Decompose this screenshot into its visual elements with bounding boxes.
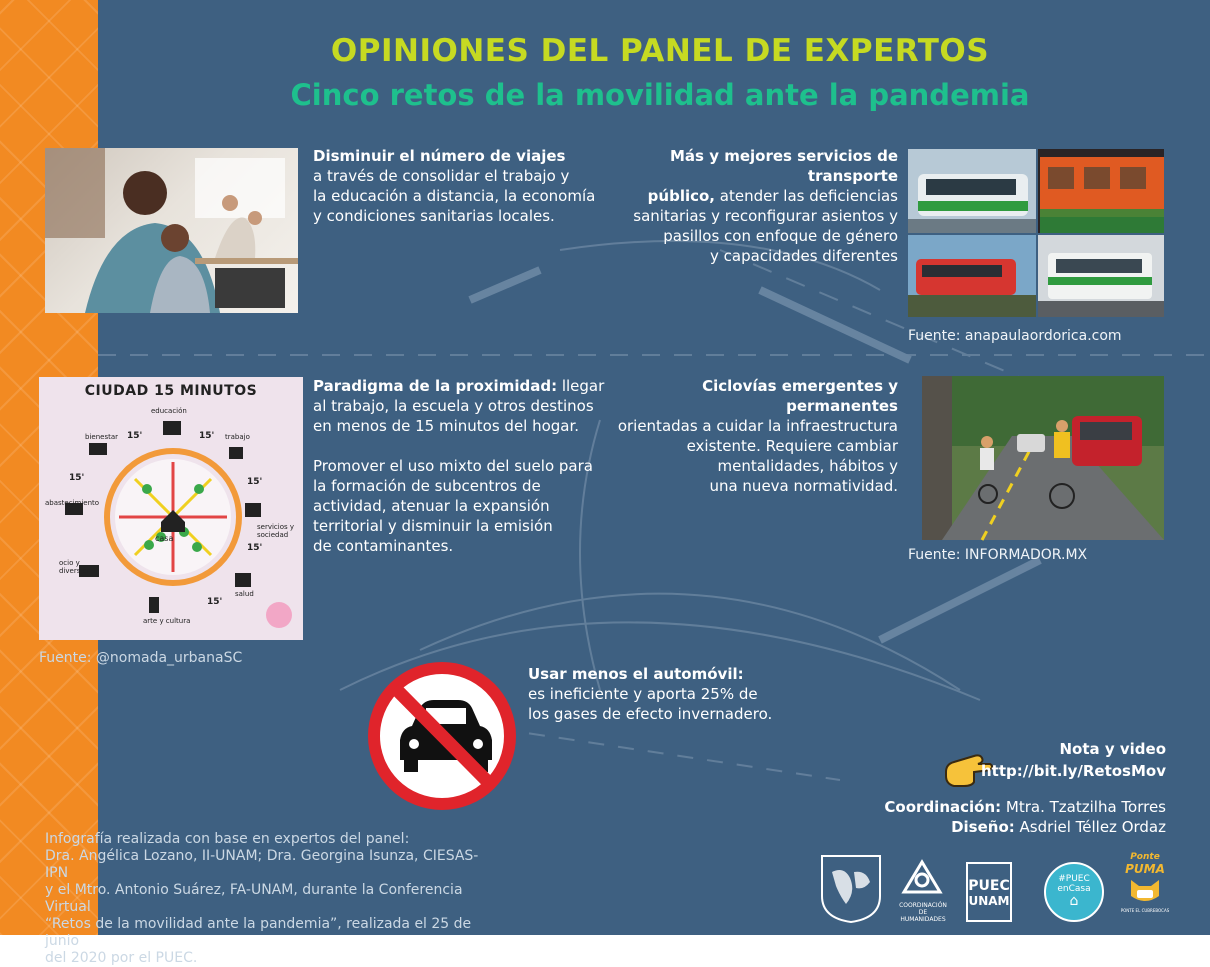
reto-3-source: Fuente: @nomada_urbanaSC: [39, 650, 243, 666]
reto-3-line: territorial y disminuir la emisión: [313, 517, 553, 535]
reto-4-line: mentalidades, hábitos y: [717, 457, 898, 475]
coordinacion-humanidades-logo-text: COORDINACIÓN DE HUMANIDADES: [899, 902, 947, 923]
design-name: Asdriel Téllez Ordaz: [1014, 818, 1166, 836]
ponte-puma-logo: [1120, 852, 1170, 924]
diagram-label: ocio y diversión: [59, 559, 92, 575]
reto-5-text: [528, 664, 828, 724]
reto-4-line: orientadas a cuidar la infraestructura: [617, 417, 898, 435]
encasa-text: enCasa: [1057, 884, 1091, 894]
reto-2-line: atender las deficiencias: [715, 187, 898, 205]
encasa-hashtag: #PUEC: [1058, 874, 1090, 884]
reto-2-title: Más y mejores servicios de transporte: [670, 147, 898, 185]
reto-2-text: [580, 146, 898, 266]
infographic-credits: [45, 831, 485, 967]
credit-line: Dra. Angélica Lozano, II-UNAM; Dra. Georgina Isunza, CIESAS-IPN: [45, 848, 479, 881]
design-credit: [860, 818, 1166, 836]
puec-encasa-logo: [1044, 862, 1104, 922]
puma-face-icon: [1125, 876, 1165, 904]
diagram-center-label: casa: [155, 534, 174, 543]
reto-2-line: sanitarias y reconfigurar asientos y: [633, 207, 898, 225]
diagram-minutes: 15': [247, 543, 263, 553]
reto-3-line: la formación de subcentros de: [313, 477, 541, 495]
reto-1-line: y condiciones sanitarias locales.: [313, 207, 555, 225]
page-title: OPINIONES DEL PANEL DE EXPERTOS: [330, 33, 990, 69]
reto-4-text: [598, 376, 898, 496]
coordinacion-humanidades-icon: [902, 860, 942, 896]
bike-lane-photo: [922, 376, 1164, 540]
credit-line: y el Mtro. Antonio Suárez, FA-UNAM, durante la Conferencia Virtual: [45, 882, 463, 915]
puec-logo-text: PUEC: [968, 878, 1010, 894]
reto-3-line: Promover el uso mixto del suelo para: [313, 457, 593, 475]
page-subtitle: Cinco retos de la movilidad ante la pandemia: [290, 78, 1030, 112]
diagram-label: bienestar: [85, 433, 118, 441]
design-label: Diseño:: [951, 818, 1015, 836]
reto-5-line: es ineficiente y aporta 25% de: [528, 685, 758, 703]
reto-1-line: a través de consolidar el trabajo y: [313, 167, 570, 185]
reto-3-title: Paradigma de la proximidad:: [313, 377, 558, 395]
diagram-minutes: 15': [69, 473, 85, 483]
diagram-label: servicios y sociedad: [257, 523, 295, 539]
credit-line: del 2020 por el PUEC.: [45, 950, 198, 966]
no-car-icon: [362, 660, 522, 812]
diagram-minutes: 15': [247, 477, 263, 487]
home-office-photo: [45, 148, 298, 313]
reto-1-title: Disminuir el número de viajes: [313, 147, 566, 165]
unam-logo-text: UNAM: [968, 894, 1010, 908]
credit-line: Infografía realizada con base en expertos del panel:: [45, 831, 410, 847]
reto-4-line: una nueva normatividad.: [709, 477, 898, 495]
public-transport-collage: [908, 149, 1164, 317]
reto-3-line: actividad, atenuar la expansión: [313, 497, 550, 515]
reto-3-line: en menos de 15 minutos del hogar.: [313, 417, 580, 435]
reto-2-line: y capacidades diferentes: [710, 247, 898, 265]
reto-1-text: [313, 146, 613, 226]
house-icon: ⌂: [1069, 893, 1079, 909]
diagram-minutes: 15': [207, 597, 223, 607]
credit-line: “Retos de la movilidad ante la pandemia”, realizada el 25 de junio: [45, 916, 472, 949]
ciudad-15-minutos-diagram: [39, 377, 303, 640]
diagram-title: CIUDAD 15 MINUTOS: [84, 383, 258, 399]
coordination-credit: [860, 798, 1166, 816]
diagram-label: arte y cultura: [143, 617, 191, 625]
coordination-name: Mtra. Tzatzilha Torres: [1001, 798, 1166, 816]
ponte-text: Ponte: [1130, 852, 1160, 862]
puma-text: PUMA: [1125, 862, 1165, 876]
video-link[interactable]: http://bit.ly/RetosMov: [981, 762, 1166, 780]
reto-2-line: pasillos con enfoque de género: [663, 227, 898, 245]
reto-2-title-bold: público,: [647, 187, 716, 205]
reto-1-line: la educación a distancia, la economía: [313, 187, 596, 205]
puec-unam-logo: [966, 862, 1012, 922]
diagram-minutes: 15': [199, 431, 215, 441]
reto-3-line: de contaminantes.: [313, 537, 454, 555]
reto-4-line: existente. Requiere cambiar: [686, 437, 898, 455]
unam-shield-logo: [818, 852, 884, 924]
reto-4-source: Fuente: INFORMADOR.MX: [908, 547, 1088, 563]
ponte-cubrebocas-text: PONTE EL CUBREBOCAS: [1120, 908, 1170, 913]
diagram-minutes: 15': [127, 431, 143, 441]
reto-2-source: Fuente: anapaulaordorica.com: [908, 328, 1122, 344]
reto-3-line: al trabajo, la escuela y otros destinos: [313, 397, 594, 415]
reto-5-title: Usar menos el automóvil:: [528, 665, 744, 683]
nota-video-heading: Nota y video: [1059, 740, 1166, 758]
reto-3-text: [313, 376, 613, 556]
coordination-label: Coordinación:: [884, 798, 1002, 816]
diagram-label: salud: [235, 590, 254, 598]
reto-4-title: Ciclovías emergentes y permanentes: [702, 377, 898, 415]
diagram-label: trabajo: [225, 433, 250, 441]
diagram-label: educación: [151, 407, 187, 415]
diagram-label: abastecimiento: [45, 499, 100, 507]
reto-3-line: llegar: [557, 377, 605, 395]
reto-5-line: los gases de efecto invernadero.: [528, 705, 773, 723]
